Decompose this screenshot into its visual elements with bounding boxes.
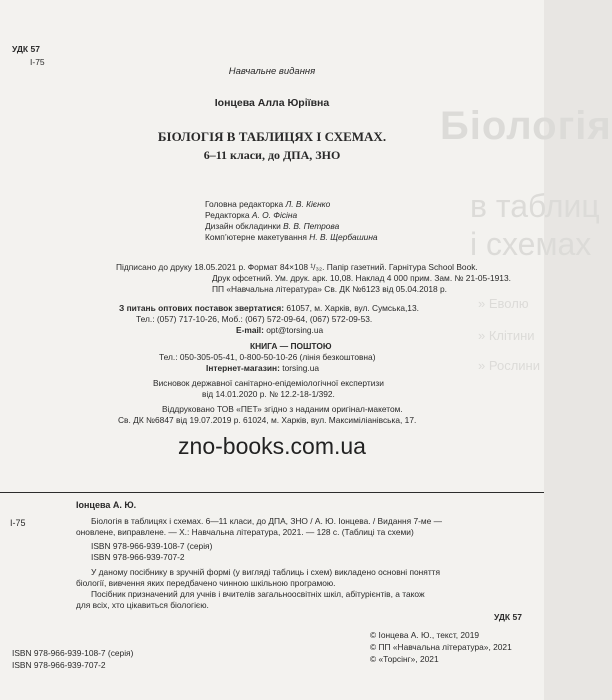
- cover-ghost-item-1: » Еволю: [478, 296, 529, 311]
- udc-code: УДК 57: [12, 44, 40, 54]
- conclusion-line1: Висновок державної санітарно-епідеміологічної експертизи: [153, 378, 384, 388]
- catalog-udc: УДК 57: [494, 612, 522, 622]
- cover-ghost-title: Біологія: [440, 104, 612, 148]
- copyright-publisher: © ПП «Навчальна література», 2021: [370, 642, 512, 652]
- cover-ghost-item-3: » Рослини: [478, 358, 540, 373]
- mail-phones: Тел.: 050-305-05-41, 0-800-50-10-26 (лінія безкоштовна): [159, 352, 376, 362]
- bottom-isbn-series: ISBN 978-966-939-108-7 (серія): [12, 648, 134, 658]
- print-info-line1: Підписано до друку 18.05.2021 р. Формат 84×108 ¹/₃₂. Папір газетний. Гарнітура School Book.: [116, 262, 478, 272]
- catalog-isbn: ISBN 978-966-939-707-2: [91, 552, 185, 562]
- wholesale-phones: Тел.: (057) 717-10-26, Моб.: (067) 572-09-64, (067) 572-09-53.: [136, 314, 373, 324]
- author-name: Іонцева Алла Юріївна: [214, 97, 330, 109]
- credit-cover-design: Дизайн обкладинки В. В. Петрова: [205, 221, 340, 231]
- bottom-isbn: ISBN 978-966-939-707-2: [12, 660, 106, 670]
- cover-ghost-item-2: » Клітини: [478, 328, 535, 343]
- book-title: БІОЛОГІЯ В ТАБЛИЦЯХ І СХЕМАХ.: [157, 129, 387, 144]
- library-index: І-75: [30, 57, 45, 67]
- wholesale-email: E-mail: opt@torsing.ua: [236, 325, 324, 335]
- copyright-torsing: © «Торсінг», 2021: [370, 654, 439, 664]
- book-subtitle: 6–11 класи, до ДПА, ЗНО: [203, 148, 341, 162]
- catalog-desc-line1: Біологія в таблицях і схемах. 6—11 класи, до ДПА, ЗНО / А. Ю. Іонцева. / Видання 7-ме —: [91, 516, 443, 526]
- catalog-isbn-series: ISBN 978-966-939-108-7 (серія): [91, 541, 213, 551]
- copyright-author: © Іонцева А. Ю., текст, 2019: [370, 630, 480, 640]
- edition-type: Навчальне видання: [228, 66, 316, 77]
- abstract-line1: У даному посібнику в зручній формі (у вигляді таблиць і схем) викладено основні поняття: [91, 567, 441, 577]
- credit-editor: Редакторка А. О. Фісіна: [205, 210, 298, 220]
- cover-ghost-line1: в таблиц: [470, 188, 600, 224]
- conclusion-line2: від 14.01.2020 р. № 12.2-18-1/392.: [202, 389, 335, 399]
- catalog-author: Іонцева А. Ю.: [76, 500, 137, 510]
- abstract-line3: Посібник призначений для учнів і вчителів загальноосвітніх шкіл, абітурієнтів, а також: [91, 589, 425, 599]
- wholesale-label: З питань оптових поставок звертатися:: [119, 303, 284, 313]
- online-shop: Інтернет-магазин: torsing.ua: [206, 363, 320, 373]
- mail-heading: КНИГА — ПОШТОЮ: [250, 341, 332, 351]
- cover-ghost-bullet: »: [478, 358, 486, 373]
- watermark: zno-books.com.ua: [178, 433, 366, 459]
- cover-ghost-bullet: »: [478, 296, 486, 311]
- print-info-line2: Друк офсетний. Ум. друк. арк. 10,08. Наклад 4 000 прим. Зам. № 21-05-1913.: [212, 273, 511, 283]
- catalog-index: І-75: [10, 518, 26, 528]
- wholesale-line: З питань оптових поставок звертатися: 61057, м. Харків, вул. Сумська,13.: [119, 303, 419, 313]
- credit-chief-editor: Головна редакторка Л. В. Кієнко: [205, 199, 331, 209]
- credit-layout: Комп’ютерне макетування Н. В. Щербашина: [205, 232, 378, 242]
- print-info-line3: ПП «Навчальна література» Св. ДК №6123 від 05.04.2018 р.: [212, 284, 448, 294]
- cover-ghost-line2: і схемах: [470, 226, 592, 262]
- abstract-line2: біології, вивчення яких передбачено чинною шкільною програмою.: [76, 578, 336, 588]
- printer-line1: Віддруковано ТОВ «ПЕТ» згідно з наданим оригінал-макетом.: [162, 404, 403, 414]
- printer-line2: Св. ДК №6847 від 19.07.2019 р. 61024, м. Харків, вул. Максиміліанівська, 17.: [118, 415, 417, 425]
- cover-ghost-bullet: »: [478, 328, 486, 343]
- catalog-desc-line2: оновлене, виправлене. — Х.: Навчальна література, 2021. — 128 с. (Таблиці та схеми): [76, 527, 414, 537]
- abstract-line4: для всіх, хто цікавиться біологією.: [76, 600, 209, 610]
- catalog-divider: [0, 492, 544, 493]
